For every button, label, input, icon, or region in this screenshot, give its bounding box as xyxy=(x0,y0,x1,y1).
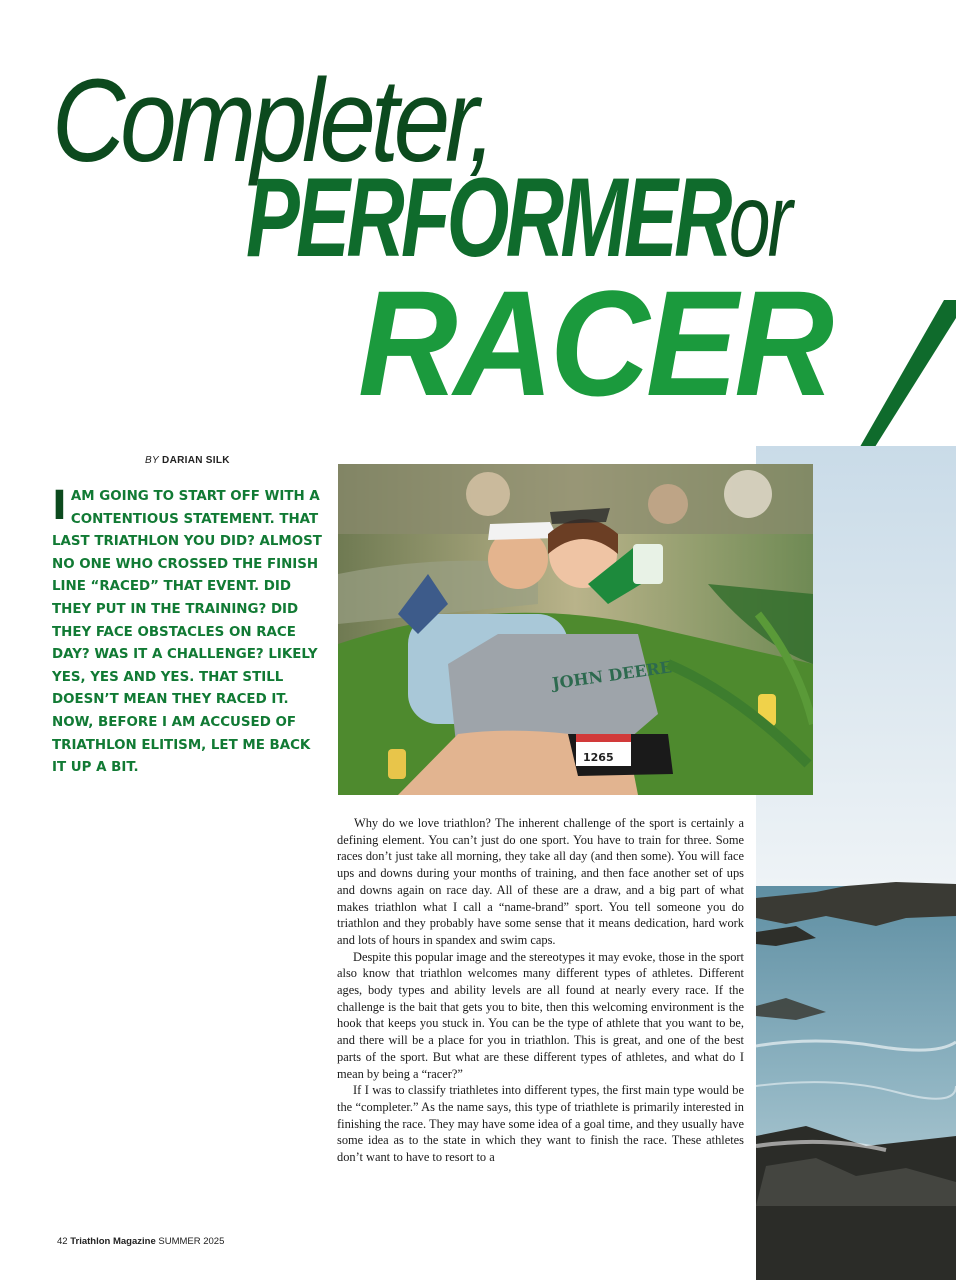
title-or-word: or xyxy=(728,163,790,279)
magazine-name: Triathlon Magazine xyxy=(70,1236,156,1247)
body-paragraph: Despite this popular image and the stereotypes it may evoke, those in the sport also know that triathlon welcomes many different types of athletes. Different ages, body types and ability levels are all found at nearly every race. If the challenge is the bait that gets you to bite, then this welcoming environment is the hook that keeps you stuck in. You can be the type of athlete that you want to be, and there will be a place for you in triathlon. This is great, and one of the best parts of the sport. But what are these different types of athletes, and what do I mean by being a “racer?” xyxy=(337,949,744,1081)
title-line-completer: Completer, xyxy=(52,55,492,187)
title-performer-word: PERFORMER xyxy=(246,155,729,280)
lede-text: AM GOING TO START OFF WITH A CONTENTIOUS STATEMENT. THAT LAST TRIATHLON YOU DID? ALMOST NO ONE WHO CROSSED THE FINISH LINE “RACED” THAT EVENT. DID THEY PUT IN THE TRAINING? DID THEY FACE OBSTACLES ON RACE DAY? WAS IT A CHALLENGE? LIKELY YES, YES AND YES. THAT STILL DOESN’T MEAN THEY RACED IT. NOW, BEFORE I AM ACCUSED OF TRIATHLON ELITISM, LET ME BACK IT UP A BIT. xyxy=(52,489,322,776)
byline-prefix: BY xyxy=(145,455,159,466)
race-bib-number: 1265 xyxy=(583,751,614,764)
race-finishers-photo xyxy=(338,464,813,795)
article-body xyxy=(337,815,744,1166)
shirt-text: JOHN DEERE xyxy=(550,657,673,693)
decorative-slash xyxy=(0,0,956,470)
issue-label: SUMMER 2025 xyxy=(158,1236,225,1247)
body-paragraph: If I was to classify triathletes into different types, the first main type would be the “completer.” As the name says, this type of triathlete is primarily interested in finishing the race. They may have some idea of a goal time, and they usually have some idea as to the state in which they want to finish the race. These athletes don’t want to have to resort to a xyxy=(337,1083,744,1165)
title-line-racer: RACER xyxy=(358,259,831,427)
body-paragraph: Why do we love triathlon? The inherent challenge of the sport is certainly a defining element. You can’t just do one sport. You have to train for three. Some races don’t just take all morning, they take all day (and then some). You will face ups and downs during your months of training, and then face another set of ups and downs again on race day. All of these are a draw, and a big part of what makes triathlon what I call a “name-brand” sport. You tell someone you do triathlon and they probably have some sense that it means dedication, hard work and lots of hours in spandex and swim caps. xyxy=(337,816,744,947)
lede-paragraph xyxy=(52,483,324,780)
drop-cap: I xyxy=(52,483,67,529)
page-number: 42 xyxy=(57,1236,68,1247)
byline xyxy=(145,455,230,466)
page-folio xyxy=(57,1236,224,1247)
byline-author: DARIAN SILK xyxy=(162,455,230,466)
